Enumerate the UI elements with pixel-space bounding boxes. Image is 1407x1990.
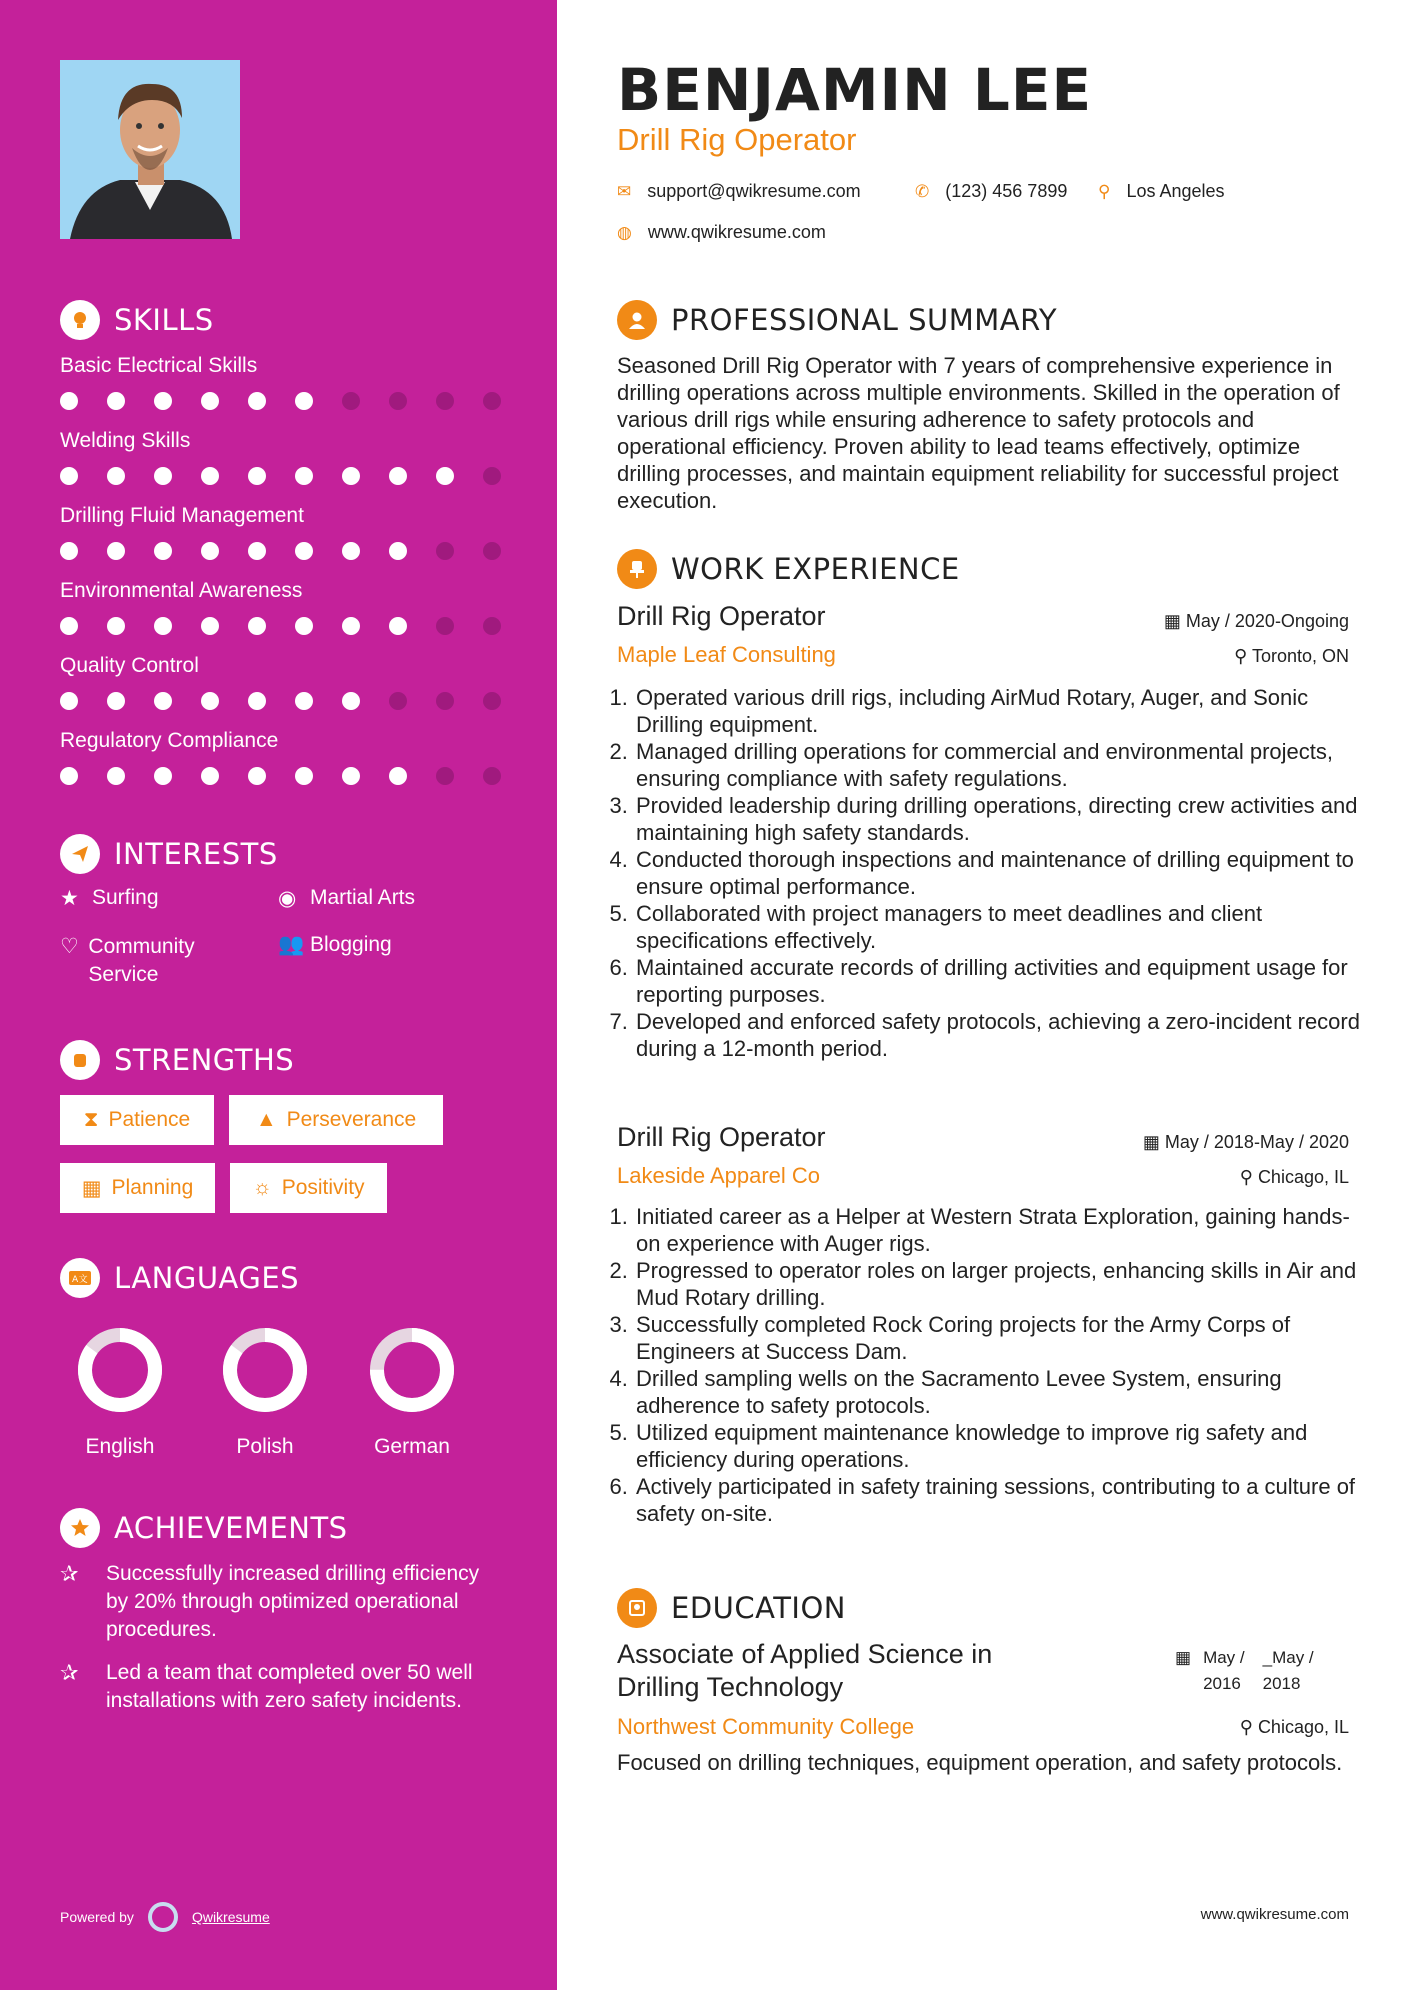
job-company: Lakeside Apparel Co [617, 1163, 821, 1188]
school-name: Northwest Community College [617, 1714, 915, 1739]
rating-dot [295, 767, 313, 785]
job-bullets [617, 1203, 1374, 1527]
rating-dot [107, 692, 125, 710]
achievements-heading [60, 1508, 348, 1548]
rating-dot [248, 542, 266, 560]
qwikresume-logo-icon [148, 1902, 178, 1932]
rating-dot [342, 692, 360, 710]
experience-title: WORK EXPERIENCE [671, 552, 960, 586]
rating-dot [248, 467, 266, 485]
rating-dot [483, 767, 501, 785]
summary-heading [617, 300, 1057, 340]
sidebar [0, 0, 557, 1990]
rating-dot [60, 542, 78, 560]
rating-dot [248, 617, 266, 635]
job-bullet: 2. Progressed to operator roles on larger projects, enhancing skills in Air and Mud Rotary drilling. [634, 1257, 1374, 1311]
rating-dot [201, 467, 219, 485]
school-location-text: Chicago, IL [1257, 1717, 1349, 1737]
job-location-text: Chicago, IL [1257, 1167, 1349, 1187]
rating-dot [436, 392, 454, 410]
globe-icon: ◉ [278, 887, 297, 910]
language-ring [75, 1325, 165, 1415]
pin-icon: ⚲ [1234, 646, 1252, 666]
strengths-heading [60, 1040, 294, 1080]
language-item [60, 1325, 180, 1459]
rating-dot [389, 617, 407, 635]
website-text: www.qwikresume.com [647, 222, 826, 242]
education-heading [617, 1588, 846, 1628]
job-bullet: 3. Successfully completed Rock Coring projects for the Army Corps of Engineers at Success Dam. [634, 1311, 1374, 1365]
skill-rating [60, 467, 501, 485]
interest-item [278, 886, 415, 911]
rating-dot [60, 392, 78, 410]
skill-label: Drilling Fluid Management [60, 504, 304, 527]
achievement-item [60, 1659, 500, 1715]
achievement-item [60, 1560, 500, 1644]
skill-label: Quality Control [60, 654, 199, 677]
user-icon [617, 300, 657, 340]
rating-dot [389, 767, 407, 785]
job-dates-text: May / 2018-May / 2020 [1164, 1132, 1349, 1152]
rating-dot [295, 617, 313, 635]
rating-dot [436, 617, 454, 635]
job-company: Maple Leaf Consulting [617, 642, 836, 667]
rating-dot [483, 692, 501, 710]
degree-line-1: Associate of Applied Science in [617, 1639, 993, 1669]
skill-label: Regulatory Compliance [60, 729, 279, 752]
road-icon: ▲ [255, 1108, 277, 1131]
job-location [1234, 646, 1349, 667]
rating-dot [248, 692, 266, 710]
rating-dot [201, 767, 219, 785]
location-text: Los Angeles [1126, 181, 1225, 201]
calendar-icon: ▦ [1175, 1648, 1192, 1667]
job-bullet: 4. Drilled sampling wells on the Sacramento Levee System, ensuring adherence to safety protocols. [634, 1365, 1374, 1419]
sun-icon: ☼ [252, 1176, 272, 1199]
contact-location [1098, 181, 1225, 202]
education-start [1203, 1645, 1245, 1697]
job-location [1240, 1167, 1349, 1188]
strength-chip [230, 1163, 387, 1213]
rating-dot [248, 392, 266, 410]
job-bullets [617, 684, 1374, 1062]
skill-rating [60, 392, 501, 410]
skill-rating [60, 692, 501, 710]
rating-dot [60, 617, 78, 635]
education-description: Focused on drilling techniques, equipment operation, and safety protocols. [617, 1750, 1343, 1775]
rating-dot [483, 467, 501, 485]
rating-dot [154, 542, 172, 560]
shooting-star-icon: ✰ [60, 1660, 79, 1685]
education-title: EDUCATION [671, 1591, 847, 1625]
rating-dot [107, 617, 125, 635]
summary-text: Seasoned Drill Rig Operator with 7 years of comprehensive experience in drilling operations across multiple environments. Skilled in the operation of various drill rigs while ensuring adherence to safety protocols and operational efficiency. Proven ability to lead teams effectively, optimize drilling processes, and maintain equipment reliability for successful project execution. [617, 353, 1340, 513]
pin-icon: ⚲ [1239, 1717, 1258, 1737]
job-dates [1164, 611, 1349, 632]
star-badge-icon [60, 1508, 100, 1548]
contact-website[interactable] [617, 222, 826, 243]
job-bullet: 5. Collaborated with project managers to meet deadlines and client specifications effectively. [634, 900, 1374, 954]
education-end-year: 2018 [1262, 1674, 1301, 1693]
calendar-icon: ▦ [1163, 611, 1186, 631]
rating-dot [201, 392, 219, 410]
job-bullet: 6. Actively participated in safety training sessions, contributing to a culture of safety on-site. [634, 1473, 1374, 1527]
school-location [1240, 1717, 1349, 1738]
language-item [205, 1325, 325, 1459]
summary-title: PROFESSIONAL SUMMARY [671, 303, 1058, 337]
job-bullet: 6. Maintained accurate records of drilling activities and equipment usage for reporting purposes. [634, 954, 1374, 1008]
rating-dot [342, 617, 360, 635]
skill-rating [60, 617, 501, 635]
job-bullet: 3. Provided leadership during drilling operations, directing crew activities and maintaining high safety standards. [634, 792, 1374, 846]
rating-dot [60, 467, 78, 485]
rating-dot [201, 692, 219, 710]
degree-line-2: Drilling Technology [617, 1672, 844, 1702]
achievements-title: ACHIEVEMENTS [114, 1511, 348, 1545]
education-start-year: 2016 [1203, 1674, 1241, 1693]
rating-dot [154, 467, 172, 485]
skill-label: Basic Electrical Skills [60, 354, 258, 377]
rating-dot [154, 767, 172, 785]
rating-dot [342, 392, 360, 410]
languages-title: LANGUAGES [114, 1261, 300, 1295]
language-name: German [374, 1435, 450, 1458]
language-name: English [85, 1435, 155, 1458]
interest-item [60, 886, 159, 911]
calendar-icon: ▦ [1142, 1132, 1165, 1152]
education-start-month: May / [1203, 1648, 1245, 1667]
rating-dot [342, 542, 360, 560]
contact-email[interactable] [617, 181, 861, 202]
rating-dot [154, 692, 172, 710]
interests-heading [60, 834, 278, 874]
strength-chip [60, 1163, 215, 1213]
email-text: support@qwikresume.com [647, 181, 861, 201]
language-name: Polish [236, 1435, 294, 1458]
lightbulb-icon [60, 300, 100, 340]
paper-plane-icon [60, 834, 100, 874]
powered-by-label: Powered by [60, 1909, 134, 1925]
rating-dot [389, 692, 407, 710]
rating-dot [60, 767, 78, 785]
rating-dot [483, 617, 501, 635]
job-bullet: 5. Utilized equipment maintenance knowledge to improve rig safety and efficiency during operations. [634, 1419, 1374, 1473]
rating-dot [107, 542, 125, 560]
rating-dot [107, 767, 125, 785]
rating-dot [201, 617, 219, 635]
job-title: Drill Rig Operator [617, 601, 826, 631]
job-dates-text: May / 2020-Ongoing [1185, 611, 1349, 631]
experience-heading [617, 549, 960, 589]
strength-chip [60, 1095, 214, 1145]
svg-text:A文: A文 [72, 1275, 89, 1285]
rating-dot [436, 692, 454, 710]
envelope-icon: ✉ [617, 181, 632, 201]
contact-phone[interactable] [915, 181, 1067, 202]
rating-dot [342, 467, 360, 485]
skills-title: SKILLS [114, 303, 214, 337]
language-ring [367, 1325, 457, 1415]
strength-label: Planning [111, 1176, 194, 1199]
rating-dot [389, 392, 407, 410]
rating-dot [60, 692, 78, 710]
users-icon: 👥 [278, 933, 305, 956]
job-location-text: Toronto, ON [1251, 646, 1349, 666]
strength-label: Perseverance [286, 1108, 417, 1131]
job-title: Drill Rig Operator [617, 1122, 826, 1152]
language-item [352, 1325, 472, 1459]
rating-dot [107, 467, 125, 485]
rating-dot [389, 467, 407, 485]
shooting-star-icon: ✰ [60, 1561, 79, 1586]
candidate-role: Drill Rig Operator [617, 122, 857, 157]
calendar-icon: ▦ [81, 1176, 102, 1200]
footer-url[interactable]: www.qwikresume.com [1200, 1906, 1349, 1923]
globe-icon: ◍ [617, 222, 632, 242]
rating-dot [342, 767, 360, 785]
job-bullet: 1. Operated various drill rigs, including AirMud Rotary, Auger, and Sonic Drilling equipment. [634, 684, 1374, 738]
rating-dot [295, 692, 313, 710]
education-dates [1175, 1645, 1314, 1697]
interest-item [60, 933, 250, 989]
language-icon [60, 1258, 100, 1298]
phone-icon: ✆ [915, 181, 930, 201]
candidate-name: BENJAMIN LEE [617, 56, 1093, 124]
rating-dot [295, 542, 313, 560]
language-ring [220, 1325, 310, 1415]
job-dates [1143, 1132, 1349, 1153]
interest-label: Martial Arts [310, 886, 416, 909]
rating-dot [248, 767, 266, 785]
rating-dot [201, 542, 219, 560]
powered-by [60, 1902, 270, 1932]
rating-dot [436, 542, 454, 560]
rating-dot [295, 467, 313, 485]
strength-label: Patience [108, 1108, 191, 1131]
interest-label: Blogging [310, 933, 392, 956]
skills-heading [60, 300, 214, 340]
skill-rating [60, 767, 501, 785]
languages-heading [60, 1258, 299, 1298]
pin-icon: ⚲ [1239, 1167, 1258, 1187]
rating-dot [483, 542, 501, 560]
skill-label: Environmental Awareness [60, 579, 303, 602]
rating-dot [436, 467, 454, 485]
rating-dot [295, 392, 313, 410]
job-bullet: 1. Initiated career as a Helper at Western Strata Exploration, gaining hands-on experience with Auger rigs. [634, 1203, 1374, 1257]
hourglass-icon: ⧗ [83, 1108, 99, 1131]
job-bullet: 4. Conducted thorough inspections and maintenance of drilling equipment to ensure optimal performance. [634, 846, 1374, 900]
achievement-text: Successfully increased drilling efficiency by 20% through optimized operational procedures. [106, 1562, 480, 1641]
rating-dot [389, 542, 407, 560]
qwikresume-link[interactable]: Qwikresume [191, 1909, 270, 1925]
interests-title: INTERESTS [114, 837, 278, 871]
education-end-month: _May / [1262, 1648, 1314, 1667]
strengths-title: STRENGTHS [114, 1043, 295, 1077]
hand-icon: ♡ [60, 935, 79, 958]
rating-dot [154, 392, 172, 410]
rating-dot [436, 767, 454, 785]
map-pin-icon: ⚲ [1098, 181, 1111, 201]
strength-label: Positivity [281, 1176, 365, 1199]
interest-item [278, 933, 392, 957]
star-icon: ★ [60, 887, 79, 910]
rating-dot [107, 392, 125, 410]
profile-photo [60, 60, 240, 239]
achievement-text: Led a team that completed over 50 well installations with zero safety incidents. [106, 1661, 473, 1712]
interest-label: Surfing [92, 886, 159, 909]
job-bullet: 2. Managed drilling operations for commercial and environmental projects, ensuring compliance with safety regulations. [634, 738, 1374, 792]
office-chair-icon [617, 549, 657, 589]
fist-icon [60, 1040, 100, 1080]
skill-label: Welding Skills [60, 429, 191, 452]
degree-title [617, 1638, 992, 1704]
job-bullet: 7. Developed and enforced safety protocols, achieving a zero-incident record during a 12-month period. [634, 1008, 1374, 1062]
strength-chip [229, 1095, 443, 1145]
phone-text: (123) 456 7899 [945, 181, 1068, 201]
rating-dot [154, 617, 172, 635]
graduate-icon [617, 1588, 657, 1628]
education-end [1263, 1645, 1314, 1697]
rating-dot [483, 392, 501, 410]
skill-rating [60, 542, 501, 560]
interest-label: Community Service [88, 935, 195, 986]
